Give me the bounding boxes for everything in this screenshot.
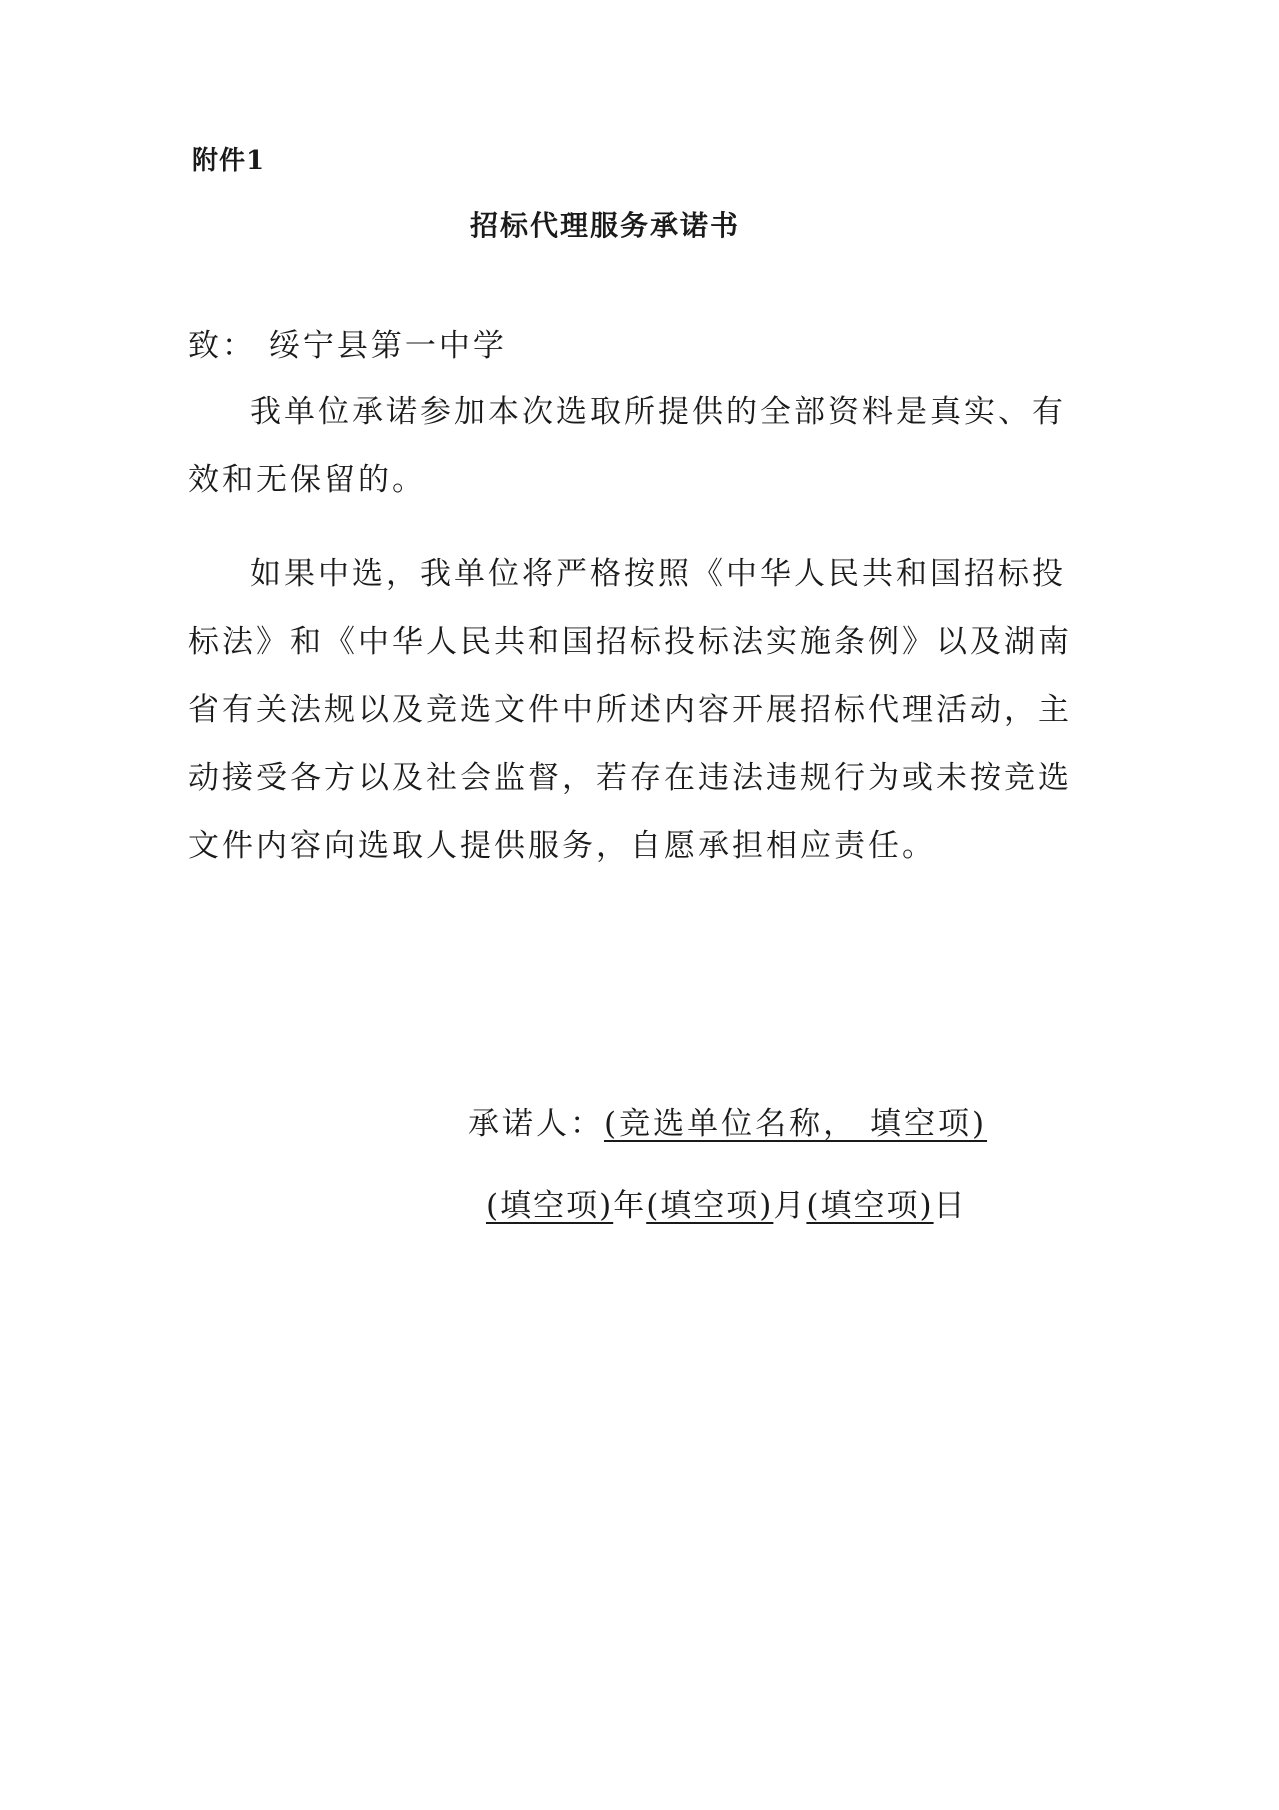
day-unit: 日	[933, 1188, 967, 1224]
document-title: 招标代理服务承诺书	[469, 209, 740, 242]
paragraph-1: 我单位承诺参加本次选取所提供的全部资料是真实、有效和无保留的。	[188, 394, 1066, 498]
year-field: (填空项)	[486, 1188, 614, 1224]
signature-label: 承诺人：	[468, 1106, 604, 1142]
signature-field: (竞选单位名称， 填空项)	[604, 1106, 988, 1142]
day-field: (填空项)	[806, 1188, 934, 1224]
year-unit: 年	[613, 1188, 647, 1224]
paragraph-2: 如果中选，我单位将严格按照《中华人民共和国招标投标法》和《中华人民共和国招标投标法实施条例》以及湖南省有关法规以及竞选文件中所述内容开展招标代理活动，主动接受各方以及社会监督，若存在违法违规行为或未按竞选文件内容向选取人提供服务，自愿承担相应责任。	[188, 556, 1072, 864]
attachment-label: 附件1	[192, 146, 266, 176]
signature-line	[468, 1098, 987, 1143]
date-line	[486, 1180, 967, 1225]
month-field: (填空项)	[646, 1188, 774, 1224]
salutation: 致： 绥宁县第一中学	[188, 328, 507, 364]
month-unit: 月	[773, 1188, 807, 1224]
